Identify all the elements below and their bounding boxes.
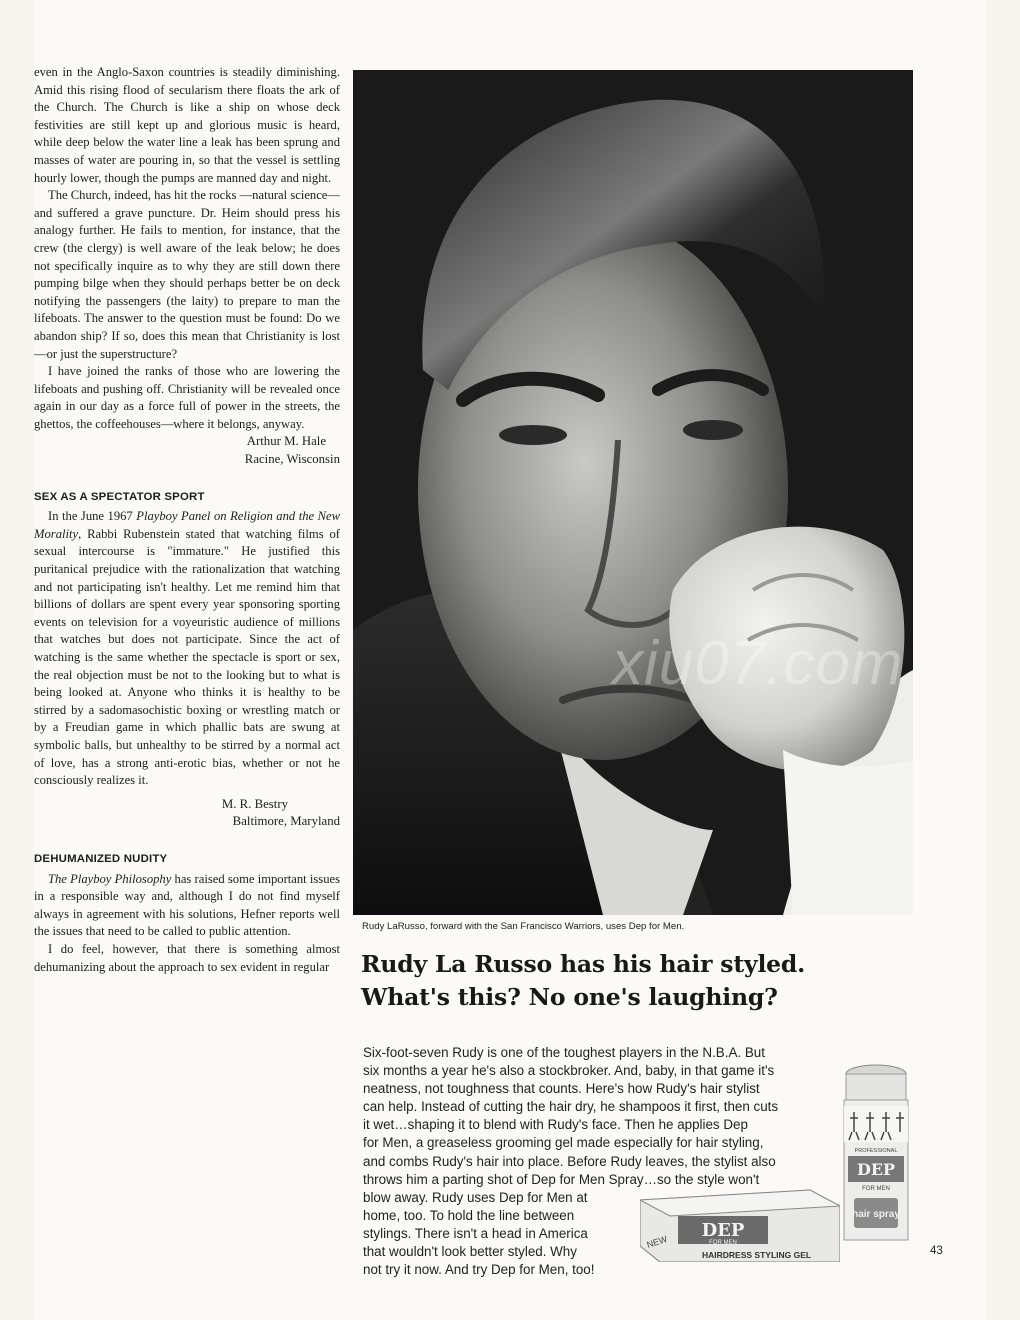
signature-place: Baltimore, Maryland bbox=[232, 814, 340, 829]
photo-caption: Rudy LaRusso, forward with the San Francisco Warriors, uses Dep for Men. bbox=[362, 921, 685, 932]
body-line: and combs Rudy's hair into place. Before Rudy leaves, the stylist also bbox=[363, 1153, 776, 1169]
italic-title: Playboy Panel on Religion and the New Morality bbox=[34, 509, 340, 541]
body-line: Six-foot-seven Rudy is one of the toughest players in the N.B.A. But bbox=[363, 1045, 765, 1060]
body-line: stylings. There isn't a head in America bbox=[363, 1225, 588, 1241]
text-run: has raised some important issues in a responsible way and, although I do not find myself always in agreement with his solutions, Hefner reports well the issues that need to be called to public attention. bbox=[34, 871, 340, 939]
signature-place: Racine, Wisconsin bbox=[244, 452, 340, 467]
body-line: blow away. Rudy uses Dep for Men at bbox=[363, 1189, 588, 1205]
body-line: home, too. To hold the line between bbox=[363, 1207, 575, 1223]
portrait-photo bbox=[353, 70, 913, 915]
body-line: six months a year he's also a stockbroker. And, baby, in that game it's bbox=[363, 1063, 775, 1079]
letter-paragraph: I have joined the ranks of those who are lowering the lifeboats and pushing off. Christianity will be revealed once again in our day as a force full of power in the streets, the ghettos, the coffeehouses—where it belongs, anyway. bbox=[34, 364, 340, 431]
body-line: can help. Instead of cutting the hair dry, he shampoos it first, then cuts bbox=[363, 1099, 779, 1115]
letter-intro-paragraph: even in the Anglo-Saxon countries is steadily diminishing. Amid this rising flood of secularism there floats the ark of the Church. The Church is like a ship on whose deck festivities are still kept up and glorious music is heard, while deep below the water line a leak has been sprung and masses of water are pouring in, so that the vessel is settling hourly lower, though the pumps are manned day and night. bbox=[34, 65, 340, 185]
signature bbox=[34, 796, 340, 831]
text-run: In the June 1967 bbox=[48, 509, 137, 524]
box-brand: DEP bbox=[701, 1220, 745, 1241]
can-label-top: PROFESSIONAL bbox=[854, 1148, 898, 1154]
signature bbox=[34, 433, 340, 468]
letter-paragraph bbox=[34, 871, 340, 941]
letters-column bbox=[34, 64, 340, 1312]
page-number: 43 bbox=[930, 1245, 943, 1257]
can-brand: DEP bbox=[856, 1160, 896, 1179]
box-product-label: HAIRDRESS STYLING GEL bbox=[702, 1250, 812, 1260]
body-line: it wet…shaping it to blend with Rudy's face. Then he applies Dep bbox=[363, 1117, 748, 1133]
headline-line: Rudy La Russo has his hair styled. bbox=[361, 950, 806, 978]
letter-paragraph: I do feel, however, that there is something almost dehumanizing about the approach to sex evident in regular bbox=[34, 941, 340, 974]
styling-gel-box bbox=[640, 1186, 840, 1262]
body-line: for Men, a greaseless grooming gel made especially for hair styling, bbox=[363, 1135, 764, 1151]
body-line: not try it now. And try Dep for Men, too! bbox=[363, 1262, 595, 1278]
watermark-text: xiu07.com bbox=[612, 629, 904, 698]
signature-name: M. R. Bestry bbox=[221, 796, 288, 811]
ad-headline bbox=[361, 948, 921, 1014]
headline-line: What's this? No one's laughing? bbox=[361, 983, 778, 1011]
hair-spray-can bbox=[840, 1062, 912, 1246]
letter-paragraph bbox=[34, 508, 340, 790]
section-heading: SEX AS A SPECTATOR SPORT bbox=[34, 490, 205, 503]
signature-name: Arthur M. Hale bbox=[246, 434, 326, 449]
box-subbrand: FOR MEN bbox=[709, 1240, 737, 1246]
letter-paragraph: The Church, indeed, has hit the rocks —natural science—and suffered a grave puncture. Dr. Heim should press his analogy further. He fails to mention, for instance, that the crew (the clergy) is well aware of the leak below; he does not specifically inquire as to why they are still down there pumping bilge when they should perhaps better be on deck notifying the passengers (the laity) to prepare to man the lifeboats. The answer to the question must be found: Do we abandon ship? If so, does this mean that Christianity is lost—or just the superstructure? bbox=[34, 188, 340, 361]
portrait-illustration bbox=[353, 70, 913, 915]
can-product-name: hair spray bbox=[852, 1209, 900, 1220]
body-line: that wouldn't look better styled. Why bbox=[363, 1244, 577, 1260]
can-subbrand: FOR MEN bbox=[862, 1186, 890, 1192]
italic-title: The Playboy Philosophy bbox=[48, 871, 172, 886]
section-heading: DEHUMANIZED NUDITY bbox=[34, 852, 168, 865]
body-line: throws him a parting shot of Dep for Men Spray…so the style won't bbox=[363, 1171, 760, 1187]
body-line: neatness, not toughness that counts. Here's how Rudy's hair stylist bbox=[363, 1081, 760, 1097]
box-new-label: NEW bbox=[645, 1233, 669, 1250]
text-run: , Rabbi Rubenstein stated that watching films of sexual intercourse is "immature." He justified this puritanical prejudice with the rationalization that watching and not participating isn't healthy. Let me remind him that billions of dollars are spent every year sponsoring sporting events on television for a voyeuristic audience of millions that watches but does not participate. Since the act of watching is the same whether the spectacle is sport or sex, the real objection must be not to the looking but to what is being looked at. Anyone who thinks it is healthy to be stirred by a sadomasochistic boxing or wrestling match or by a Freudian game in which phallic bats are swung at symbolic balls, but unhealthy to be stirred by a normal act of love, has a strong anti-erotic bias, whether or not he consciously realizes it. bbox=[34, 526, 340, 788]
